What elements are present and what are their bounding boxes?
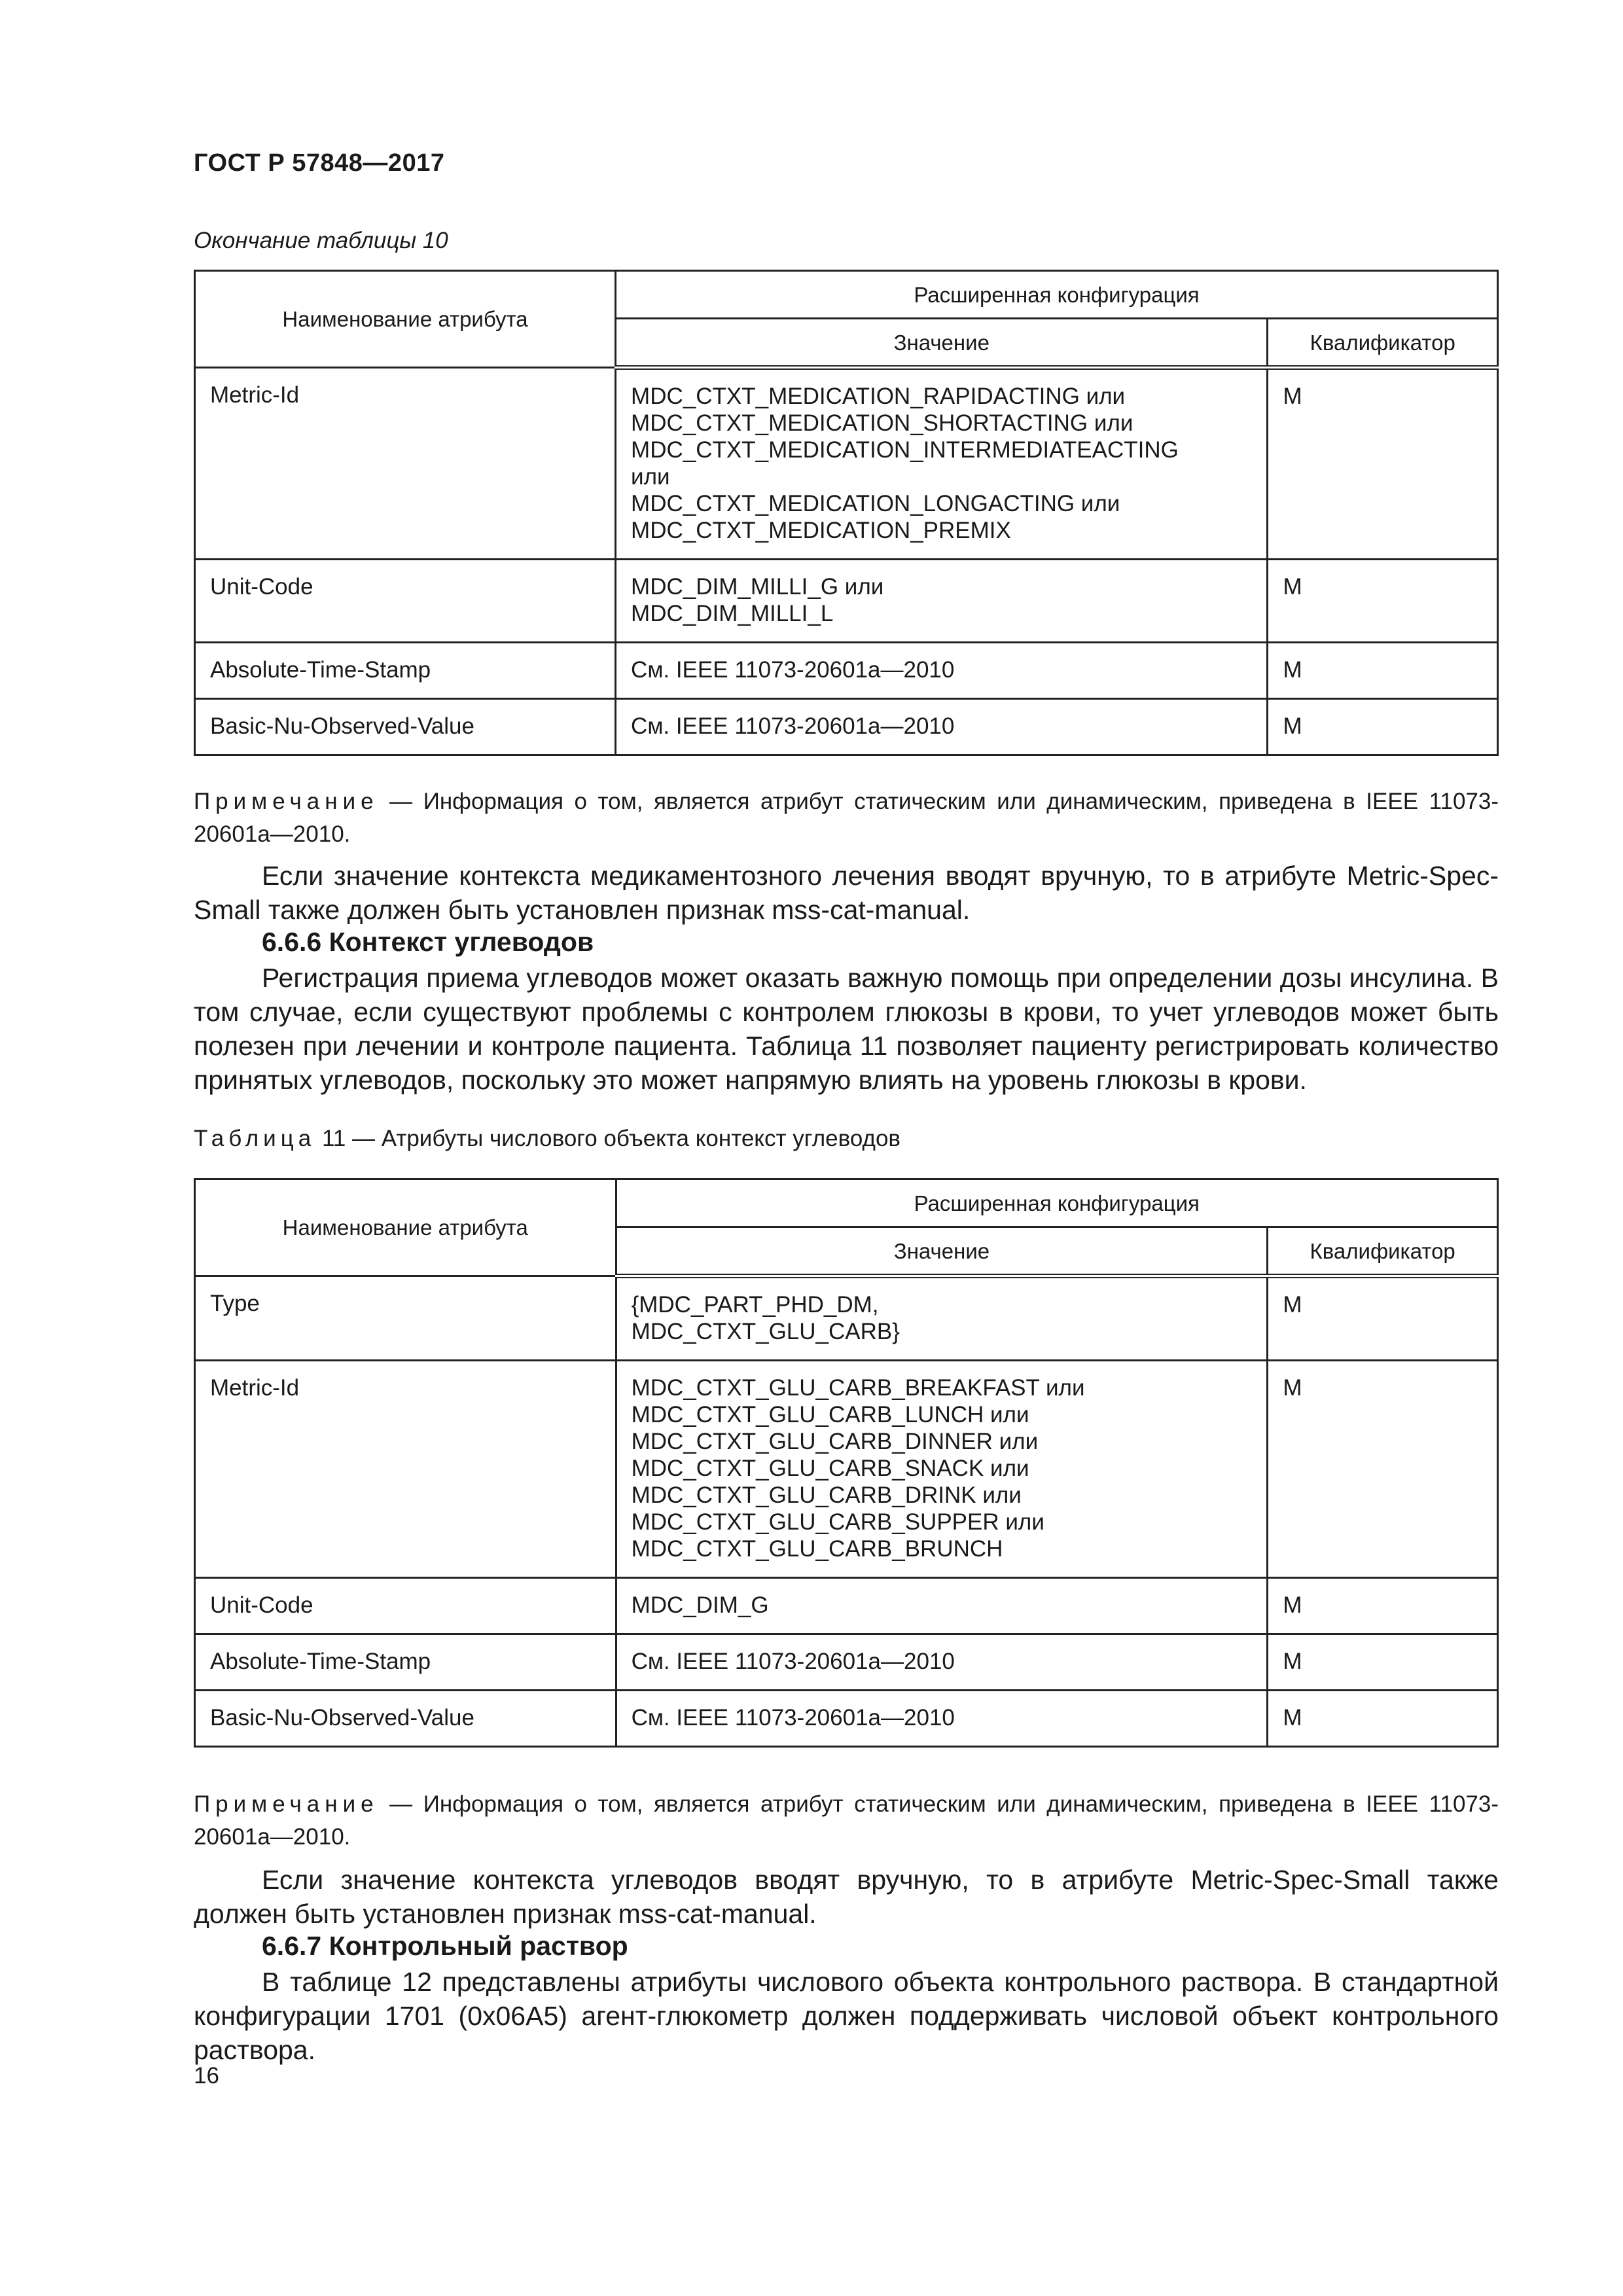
value-line: MDC_CTXT_GLU_CARB_BRUNCH <box>631 1536 1003 1562</box>
value-line: MDC_CTXT_GLU_CARB_DRINK или <box>631 1482 1022 1508</box>
document-header: ГОСТ Р 57848—2017 <box>194 149 445 177</box>
attribute-value-cell <box>616 1276 1268 1361</box>
value-line: MDC_CTXT_GLU_CARB_SUPPER или <box>631 1509 1044 1535</box>
attribute-name-cell: Metric-Id <box>195 368 616 560</box>
value-line: MDC_CTXT_MEDICATION_PREMIX <box>631 518 1011 543</box>
table11-body <box>195 1276 1498 1747</box>
note-label: Примечание <box>194 789 379 814</box>
table10-caption: Окончание таблицы 10 <box>194 228 448 253</box>
value-line: MDC_DIM_MILLI_L <box>631 601 834 626</box>
value-line: См. IEEE 11073-20601a—2010 <box>631 1705 955 1731</box>
value-line: или <box>631 464 670 490</box>
paragraph-carb-manual: Если значение контекста углеводов вводят вручную, то в атрибуте Metric-Spec-Small также должен быть установлен признак mss-cat-manual. <box>194 1865 1499 1929</box>
header-qualifier: Квалификатор <box>1268 1227 1498 1276</box>
table-row <box>195 560 1498 643</box>
header-attribute-name: Наименование атрибута <box>195 271 616 368</box>
paragraph-carbohydrates: Регистрация приема углеводов может оказать важную помощь при определении дозы инсулина. В том случае, если существуют проблемы с контролем глюкозы в крови, то учет углеводов может быть полезен при лечении и контроле пациента. Таблица 11 позволяет пациенту регистрировать количество принятых углеводов, поскольку это может напрямую влиять на уровень глюкозы в крови. <box>194 963 1499 1095</box>
attribute-name-cell: Type <box>195 1276 616 1361</box>
section-title-6-6-6: 6.6.6 Контекст углеводов <box>262 927 594 957</box>
table-11 <box>194 1178 1499 1748</box>
header-value: Значение <box>616 319 1268 368</box>
table-row <box>195 1634 1498 1691</box>
table11-caption-text: 11 — Атрибуты числового объекта контекст углеводов <box>315 1126 901 1151</box>
qualifier-cell: M <box>1268 1578 1498 1634</box>
value-line: MDC_DIM_MILLI_G или <box>631 574 884 600</box>
table-row <box>195 699 1498 755</box>
table11-caption <box>194 1126 901 1152</box>
attribute-name-cell: Unit-Code <box>195 560 616 643</box>
value-line: MDC_CTXT_MEDICATION_INTERMEDIATEACTING <box>631 437 1179 463</box>
attribute-value-cell <box>616 1691 1268 1747</box>
table10-note <box>194 785 1499 851</box>
table-10 <box>194 270 1499 756</box>
table10-body <box>195 368 1498 755</box>
section-title-6-6-7: 6.6.7 Контрольный раствор <box>262 1931 628 1961</box>
qualifier-cell: M <box>1268 643 1498 699</box>
value-line: MDC_CTXT_GLU_CARB_LUNCH или <box>631 1402 1029 1427</box>
attribute-value-cell <box>616 1578 1268 1634</box>
header-extended-config: Расширенная конфигурация <box>616 1179 1497 1227</box>
attribute-name-cell: Unit-Code <box>195 1578 616 1634</box>
note-label: Примечание <box>194 1791 379 1817</box>
qualifier-cell: M <box>1268 368 1498 560</box>
value-line: MDC_CTXT_GLU_CARB} <box>631 1319 900 1344</box>
table-row <box>195 1361 1498 1578</box>
header-value: Значение <box>616 1227 1268 1276</box>
attribute-value-cell <box>616 1361 1268 1578</box>
qualifier-cell: M <box>1268 560 1498 643</box>
value-line: MDC_CTXT_MEDICATION_SHORTACTING или <box>631 410 1133 436</box>
value-line: MDC_CTXT_MEDICATION_RAPIDACTING или <box>631 384 1126 409</box>
table-row <box>195 368 1498 560</box>
attribute-value-cell <box>616 368 1268 560</box>
attribute-value-cell <box>616 1634 1268 1691</box>
attribute-name-cell: Metric-Id <box>195 1361 616 1578</box>
attribute-name-cell: Basic-Nu-Observed-Value <box>195 699 616 755</box>
header-extended-config: Расширенная конфигурация <box>616 271 1498 319</box>
value-line: См. IEEE 11073-20601a—2010 <box>631 1649 955 1674</box>
attribute-value-cell <box>616 560 1268 643</box>
header-qualifier: Квалификатор <box>1268 319 1498 368</box>
note-text: — Информация о том, является атрибут статическим или динамическим, приведена в IEEE 11073-20601a—2010. <box>194 789 1499 847</box>
value-line: MDC_CTXT_GLU_CARB_DINNER или <box>631 1429 1039 1454</box>
table11-caption-label: Таблица <box>194 1126 316 1151</box>
value-line: MDC_DIM_G <box>631 1592 769 1618</box>
qualifier-cell: M <box>1268 1276 1498 1361</box>
table-row <box>195 643 1498 699</box>
table-row <box>195 1691 1498 1747</box>
attribute-name-cell: Absolute-Time-Stamp <box>195 643 616 699</box>
paragraph-medication-manual: Если значение контекста медикаментозного лечения вводят вручную, то в атрибуте Metric-Spec-Small также должен быть установлен признак mss-cat-manual. <box>194 861 1499 925</box>
qualifier-cell: M <box>1268 699 1498 755</box>
attribute-name-cell: Basic-Nu-Observed-Value <box>195 1691 616 1747</box>
qualifier-cell: M <box>1268 1634 1498 1691</box>
value-line: См. IEEE 11073-20601a—2010 <box>631 657 955 683</box>
page-number: 16 <box>194 2063 219 2089</box>
table-row <box>195 1276 1498 1361</box>
table-row <box>195 1578 1498 1634</box>
paragraph-control-solution: В таблице 12 представлены атрибуты числового объекта контрольного раствора. В стандартной конфигурации 1701 (0x06A5) агент-глюкометр должен поддерживать числовой объект контрольного раствора. <box>194 1967 1499 2065</box>
qualifier-cell: M <box>1268 1691 1498 1747</box>
value-line: MDC_CTXT_GLU_CARB_BREAKFAST или <box>631 1375 1085 1401</box>
attribute-name-cell: Absolute-Time-Stamp <box>195 1634 616 1691</box>
value-line: {MDC_PART_PHD_DM, <box>631 1292 879 1318</box>
attribute-value-cell <box>616 699 1268 755</box>
table11-note <box>194 1788 1499 1854</box>
qualifier-cell: M <box>1268 1361 1498 1578</box>
value-line: См. IEEE 11073-20601a—2010 <box>631 713 955 739</box>
attribute-value-cell <box>616 643 1268 699</box>
value-line: MDC_CTXT_GLU_CARB_SNACK или <box>631 1456 1029 1481</box>
header-attribute-name: Наименование атрибута <box>195 1179 616 1276</box>
value-line: MDC_CTXT_MEDICATION_LONGACTING или <box>631 491 1120 516</box>
note-text: — Информация о том, является атрибут статическим или динамическим, приведена в IEEE 11073-20601a—2010. <box>194 1791 1499 1850</box>
